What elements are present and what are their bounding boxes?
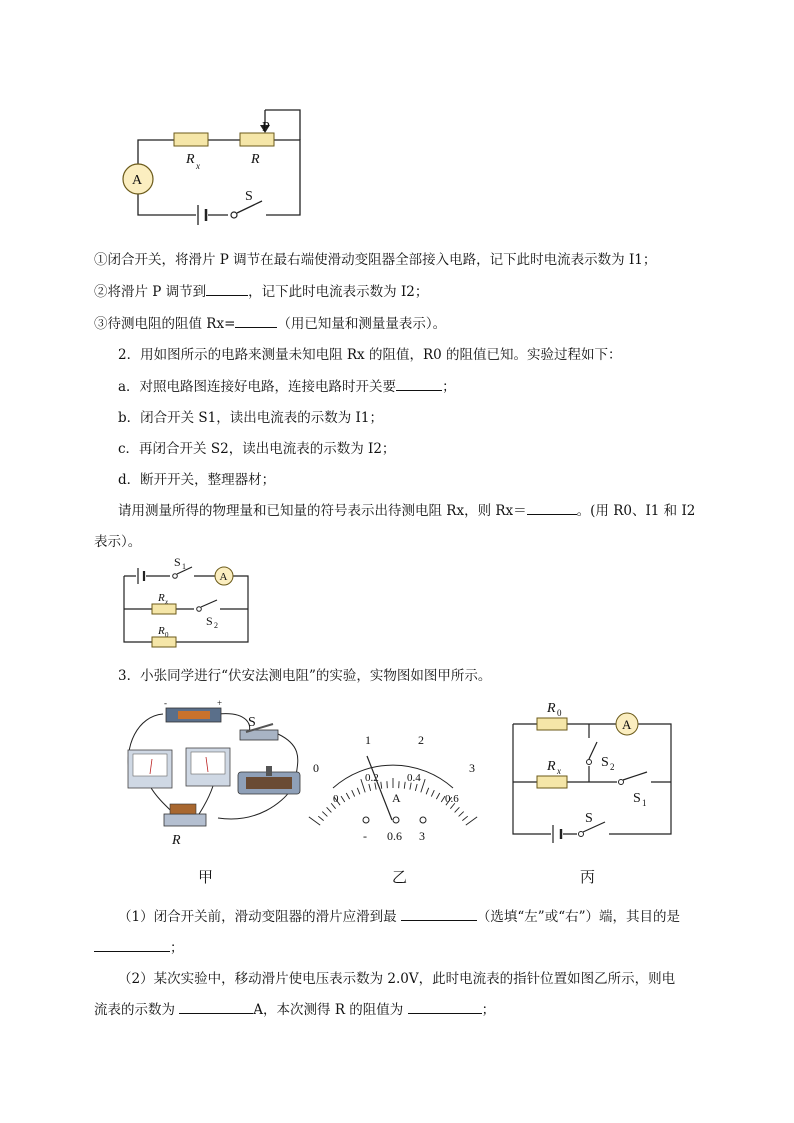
dial-unit: A (392, 791, 401, 805)
q2-step-a: a．对照电路图连接好电路，连接电路时开关要 ； (118, 379, 456, 395)
svg-text:S: S (601, 755, 609, 770)
q2-step-d: d．断开开关，整理器材； (118, 472, 276, 488)
svg-text:0.6: 0.6 (387, 829, 402, 843)
circuit-diagram-2 (120, 555, 260, 648)
q1-step2: ②将滑片 P 调节到 ，记下此时电流表示数为 I2； (94, 284, 429, 300)
svg-text:1: 1 (182, 562, 186, 571)
ammeter-label: A (132, 173, 143, 188)
answer-blank[interactable] (94, 939, 170, 952)
svg-text:S: S (206, 614, 213, 628)
dial-tick (309, 817, 320, 825)
svg-text:2: 2 (214, 621, 218, 630)
svg-text:1: 1 (642, 798, 647, 808)
svg-text:0: 0 (313, 761, 319, 775)
q2-requirement: 请用测量所得的物理量和已知量的符号表示出待测电阻 Rx，则 Rx＝ 。(用 R0、I1 和 I2 (118, 503, 696, 519)
svg-text:2: 2 (418, 733, 424, 747)
r0-resistor (537, 718, 567, 730)
svg-text:S: S (248, 715, 256, 730)
dial-tick (381, 782, 382, 789)
svg-text:x: x (557, 766, 561, 776)
rx-resistor (174, 133, 208, 146)
svg-text:+: + (217, 698, 223, 708)
switch-icon (240, 730, 278, 740)
svg-text:2: 2 (610, 762, 615, 772)
answer-blank[interactable] (206, 283, 248, 296)
dial-tick (327, 807, 332, 812)
svg-text:0.6: 0.6 (445, 793, 459, 805)
svg-text:0.2: 0.2 (365, 772, 379, 784)
caption-bing: 丙 (580, 868, 596, 886)
svg-text:1: 1 (365, 733, 371, 747)
caption-jia: 甲 (198, 868, 214, 886)
rx-resistor (152, 604, 176, 614)
q3-part2: （2）某次实验中，移动滑片使电压表示数为 2.0V，此时电流表的指针位置如图乙所示，则电 (118, 971, 676, 987)
svg-text:-: - (363, 829, 367, 843)
q2-requirement-cont: 表示）。 (94, 534, 142, 550)
dial-tick (346, 793, 349, 799)
q2-step-b: b．闭合开关 S1，读出电流表的示数为 I1； (118, 410, 383, 426)
q3-part1-cont: ； (94, 936, 184, 956)
svg-text:3: 3 (469, 761, 475, 775)
q3-part2-cont: 流表的示数为 A，本次测得 R 的阻值为 ； (94, 1002, 496, 1018)
r-label: R (251, 152, 260, 167)
dial-tick (459, 812, 464, 817)
resistor-r-icon (164, 814, 206, 826)
p-label: P (262, 120, 270, 135)
svg-text:-: - (164, 698, 167, 708)
dial-tick (431, 790, 434, 796)
dial-tick (436, 793, 439, 799)
svg-text:R: R (547, 759, 556, 774)
svg-text:x: x (165, 598, 169, 606)
dial-tick (466, 817, 477, 825)
rx-resistor (537, 776, 567, 788)
svg-text:0: 0 (165, 631, 169, 639)
rx-label: R (186, 152, 195, 167)
svg-text:A: A (219, 571, 228, 583)
answer-blank[interactable] (235, 315, 277, 328)
svg-text:3: 3 (419, 829, 425, 843)
svg-text:0: 0 (333, 793, 339, 805)
dial-tick (369, 784, 371, 791)
figure-yi-ammeter-dial (305, 728, 495, 868)
dial-tick (415, 784, 417, 791)
dial-tick (318, 816, 323, 820)
answer-blank[interactable] (408, 1001, 482, 1014)
circuit-diagram-1 (110, 95, 350, 235)
r0-resistor (152, 637, 176, 647)
svg-text:R: R (172, 833, 181, 848)
dial-tick (426, 788, 429, 795)
q2-step-c: c．再闭合开关 S2，读出电流表的示数为 I2； (118, 441, 396, 457)
rx-sub: x (196, 161, 200, 171)
dial-tick (421, 779, 425, 792)
q1-step3: ③待测电阻的阻值 Rx= （用已知量和测量量表示）。 (94, 316, 447, 332)
dial-tick (455, 807, 460, 812)
svg-text:S: S (585, 811, 593, 826)
dial-tick (357, 788, 360, 795)
answer-blank[interactable] (527, 502, 577, 515)
q1-step1: ①闭合开关，将滑片 P 调节在最右端使滑动变阻器全部接入电路，记下此时电流表示数为 I1； (94, 252, 657, 268)
dial-tick (462, 816, 467, 820)
dial-tick (341, 796, 345, 802)
figure-bing-circuit (505, 700, 685, 850)
svg-text:0: 0 (557, 708, 562, 718)
svg-text:S: S (174, 555, 181, 569)
svg-text:A: A (622, 717, 632, 732)
svg-text:R: R (547, 701, 556, 716)
answer-blank[interactable] (401, 908, 477, 921)
dial-tick (404, 782, 405, 789)
q3-part1: （1）闭合开关前，滑动变阻器的滑片应滑到最 （选填“左”或“右”）端，其目的是 (118, 909, 680, 925)
answer-blank[interactable] (179, 1001, 253, 1014)
svg-text:R: R (158, 625, 165, 637)
svg-text:S: S (633, 791, 641, 806)
svg-text:0.4: 0.4 (407, 772, 421, 784)
s-label: S (245, 189, 253, 204)
answer-blank[interactable] (396, 378, 442, 391)
caption-yi: 乙 (392, 868, 408, 886)
dial-tick (322, 812, 327, 817)
svg-text:R: R (158, 592, 165, 604)
q2-intro: 2．用如图所示的电路来测量未知电阻 Rx 的阻值，R0 的阻值已知。实验过程如下： (118, 347, 622, 363)
figure-jia-apparatus (118, 698, 308, 848)
dial-tick (352, 790, 355, 796)
q3-intro: 3．小张同学进行“伏安法测电阻”的实验，实物图如图甲所示。 (118, 668, 492, 684)
